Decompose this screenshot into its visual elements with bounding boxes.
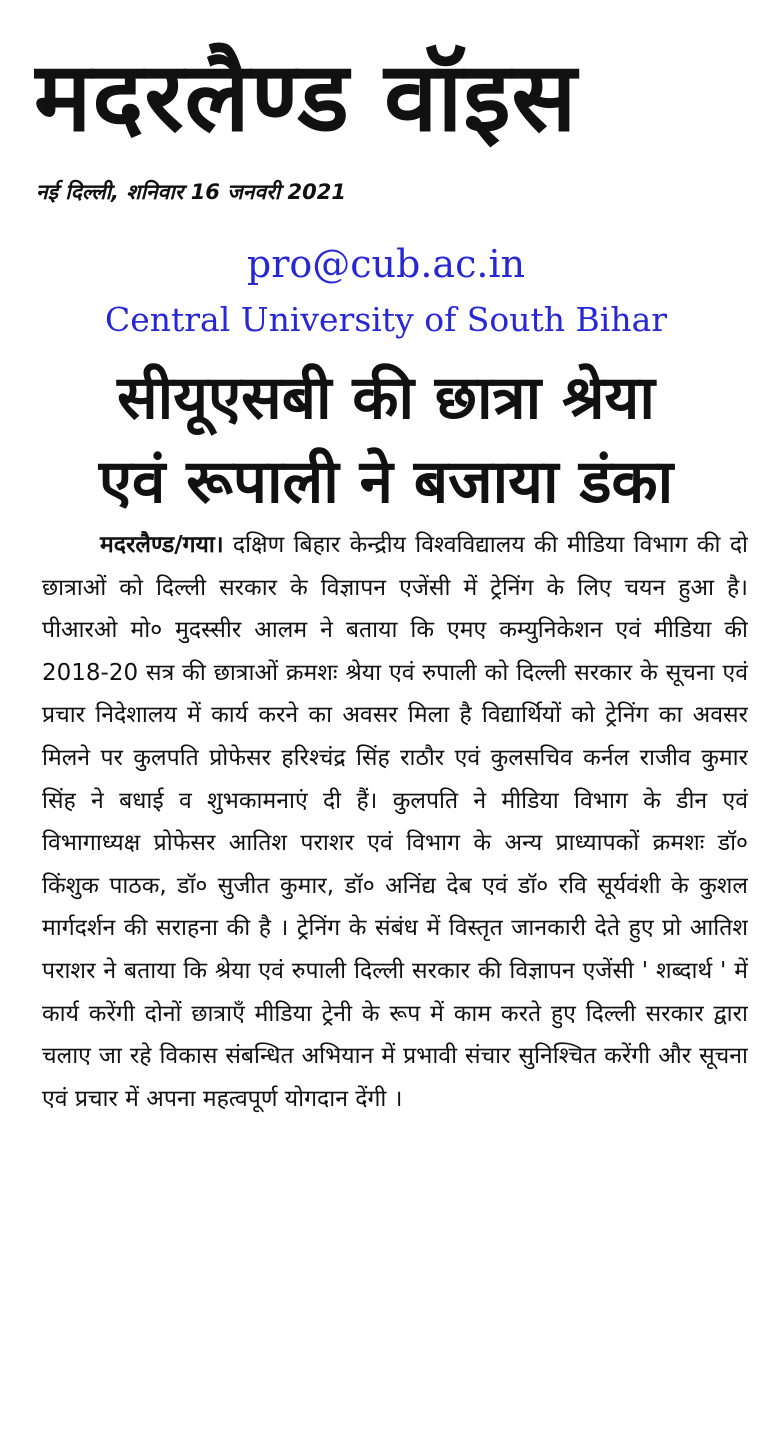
headline-line-2: एवं रूपाली ने बजाया डंका [98,447,674,517]
contact-email: pro@cub.ac.in [246,242,526,286]
article-text: दक्षिण बिहार केन्द्रीय विश्वविद्यालय की मीडिया विभाग की दो छात्राओं को दिल्ली सरकार के विज्ञापन एजेंसी में ट्रेनिंग के लिए चयन हुआ है। पीआरओ मो० मुदस्सीर आलम ने बताया कि एमए कम्युनिकेशन एवं मीडिया की 2018-20 सत्र की छात्राओं क्रमशः श्रेया एवं रुपाली को दिल्ली सरकार के सूचना एवं प्रचार निदेशालय में कार्य करने का अवसर मिला है विद्यार्थियों को ट्रेनिंग का अवसर मिलने पर कुलपति प्रोफेसर हरिश्चंद्र सिंह राठौर एवं कुलसचिव कर्नल राजीव कुमार सिंह ने बधाई व शुभकामनाएं दी हैं। कुलपति ने मीडिया विभाग के डीन एवं विभागाध्यक्ष प्रोफेसर आतिश पराशर एवं विभाग के अन्य प्राध्यापकों क्रमशः डॉ० किंशुक पाठक, डॉ० सुजीत कुमार, डॉ० अनिंद्य देब एवं डॉ० रवि सूर्यवंशी के कुशल मार्गदर्शन की सराहना की है । ट्रेनिंग के संबंध में विस्तृत जानकारी देते हुए प्रो आतिश पराशर ने बताया कि श्रेया एवं रुपाली दिल्ली सरकार की विज्ञापन एजेंसी ' शब्दार्थ ' में कार्य करेंगी दोनों छात्राएँ मीडिया ट्रेनी के रूप में काम करते हुए दिल्ली सरकार द्वारा चलाए जा रहे विकास संबन्धित अभियान में प्रभावी संचार सुनिश्चित करेंगी और सूचना एवं प्रचार में अपना महत्वपूर्ण योगदान देंगी । [42,532,748,1112]
headline-line-1: सीयूएसबी की छात्रा श्रेया [117,363,655,433]
article-body [42,524,748,1424]
dateline: नई दिल्ली, शनिवार 16 जनवरी 2021 [36,180,346,204]
university-name: Central University of South Bihar [104,300,668,339]
article-byline: मदरलैण्ड/गया। [100,532,224,558]
newspaper-masthead: मदरलैण्ड वॉइस [34,41,578,153]
article-headline [18,356,754,526]
